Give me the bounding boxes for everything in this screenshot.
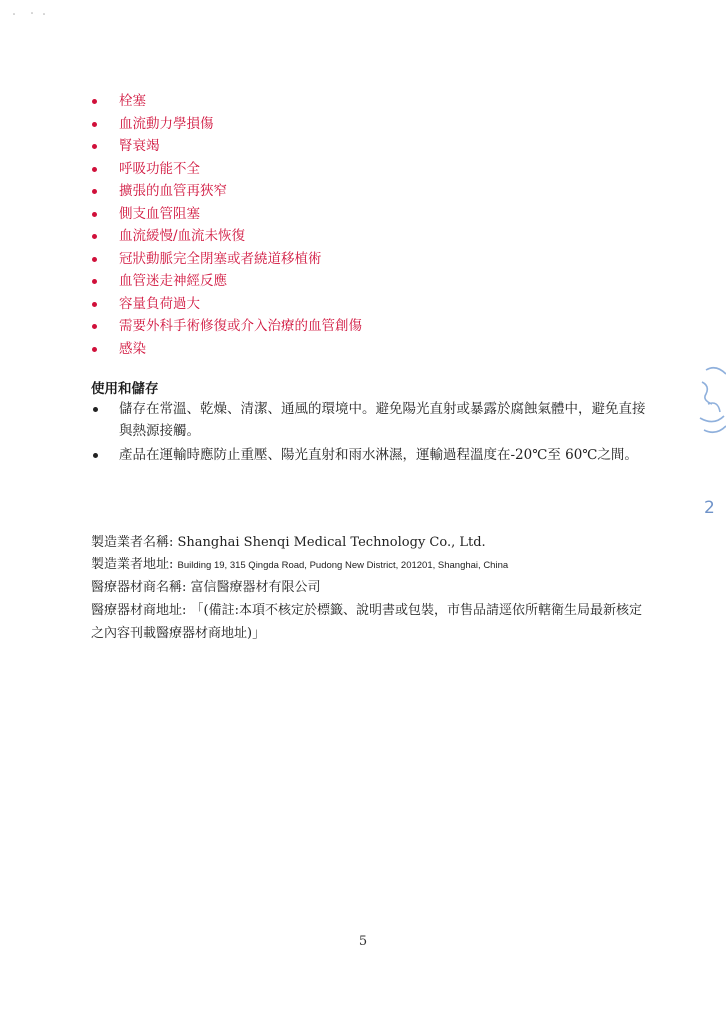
complications-list: [92, 90, 362, 360]
list-item: 擴張的血管再狹窄: [92, 180, 362, 203]
dealer-name-label: 醫療器材商名稱:: [91, 580, 187, 595]
bullet-icon: [92, 324, 97, 329]
bullet-icon: [92, 257, 97, 262]
list-item: 儲存在常溫、乾燥、清潔、通風的環境中。避免陽光直射或暴露於腐蝕氣體中，避免直接與熱源接觸。: [92, 398, 652, 442]
bullet-icon: [92, 234, 97, 239]
list-item: 需要外科手術修復或介入治療的血管創傷: [92, 315, 362, 338]
dealer-address-value: 「(備註:本項不核定於標籤、說明書或包裝，市售品請逕依所轄衛生局最新核定之內容刊載醫療器材商地址)」: [91, 603, 642, 641]
manufacturer-info: [91, 532, 651, 645]
seal-stamp-fragment: [694, 360, 726, 450]
list-item: 血流緩慢/血流未恢復: [92, 225, 362, 248]
dealer-address-label: 醫療器材商地址:: [91, 603, 187, 618]
manufacturer-name-label: 製造業者名稱:: [91, 535, 174, 550]
bullet-icon: [92, 302, 97, 307]
manufacturer-address-value: Building 19, 315 Qingda Road, Pudong New District, 201201, Shanghai, China: [177, 560, 509, 571]
list-item: 血管迷走神經反應: [92, 270, 362, 293]
bullet-icon: [92, 279, 97, 284]
list-item: 血流動力學損傷: [92, 113, 362, 136]
bullet-icon: [92, 167, 97, 172]
dealer-name-row: [91, 577, 651, 599]
bullet-icon: [93, 407, 98, 412]
dealer-name-value: 富信醫療器材有限公司: [190, 580, 321, 595]
bullet-icon: [92, 347, 97, 352]
bullet-icon: [92, 212, 97, 217]
bullet-icon: [92, 144, 97, 149]
list-item: 容量負荷過大: [92, 293, 362, 316]
manufacturer-address-row: [91, 554, 651, 577]
list-item: 感染: [92, 338, 362, 361]
storage-list: [92, 398, 652, 468]
manufacturer-name-value: Shanghai Shenqi Medical Technology Co., Ltd.: [177, 535, 486, 550]
bullet-icon: [92, 99, 97, 104]
dealer-address-row: [91, 599, 651, 645]
page-number: 5: [358, 934, 368, 949]
bullet-icon: [93, 453, 98, 458]
stamp-number-fragment: 2: [704, 498, 716, 518]
manufacturer-name-row: [91, 532, 651, 554]
list-item: 冠狀動脈完全閉塞或者繞道移植術: [92, 248, 362, 271]
storage-heading: 使用和儲存: [91, 381, 159, 397]
scan-specks: [10, 8, 50, 20]
list-item: 產品在運輸時應防止重壓、陽光直射和雨水淋濕，運輸過程溫度在-20℃至 60℃之間。: [92, 444, 652, 466]
list-item: 側支血管阻塞: [92, 203, 362, 226]
list-item: 栓塞: [92, 90, 362, 113]
list-item: 腎衰竭: [92, 135, 362, 158]
manufacturer-address-label: 製造業者地址:: [91, 557, 174, 572]
bullet-icon: [92, 122, 97, 127]
list-item: 呼吸功能不全: [92, 158, 362, 181]
bullet-icon: [92, 189, 97, 194]
